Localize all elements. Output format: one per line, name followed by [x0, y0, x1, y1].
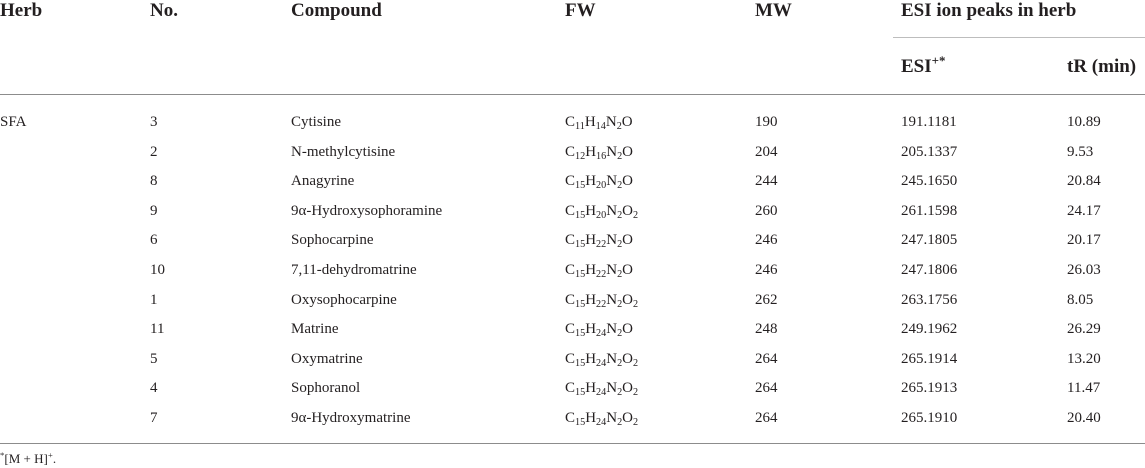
- formula-element: H: [585, 144, 597, 160]
- cell-tr: 20.84: [1067, 173, 1101, 189]
- formula-subscript: 2: [633, 358, 639, 370]
- formula-subscript: 15: [575, 210, 586, 222]
- formula-subscript: 20: [596, 180, 607, 192]
- formula-subscript: 20: [596, 210, 607, 222]
- formula-subscript: 24: [596, 328, 607, 340]
- formula-element: N: [606, 292, 618, 308]
- cell-compound: Sophoranol: [291, 380, 361, 396]
- formula-element: C: [565, 203, 576, 219]
- cell-compound: Anagyrine: [291, 173, 355, 189]
- formula-element: H: [585, 351, 597, 367]
- formula-subscript: 2: [617, 239, 623, 251]
- cell-mw: 260: [755, 203, 778, 219]
- formula-element: O: [622, 144, 634, 160]
- header-esi-base: ESI: [901, 56, 932, 77]
- formula-element: O: [622, 262, 634, 278]
- formula-subscript: 2: [633, 299, 639, 311]
- cell-esi: 263.1756: [901, 292, 958, 308]
- formula-subscript: 15: [575, 269, 586, 281]
- formula-element: O: [622, 232, 634, 248]
- formula-element: H: [584, 114, 596, 130]
- formula-subscript: 22: [596, 239, 607, 251]
- cell-esi: 261.1598: [901, 203, 958, 219]
- formula-subscript: 2: [617, 417, 623, 429]
- cell-no: 7: [150, 410, 158, 426]
- formula-element: N: [606, 203, 618, 219]
- header-bottom-rule: [0, 94, 1145, 95]
- cell-no: 1: [150, 292, 158, 308]
- formula-element: O: [622, 380, 634, 396]
- cell-compound: Sophocarpine: [291, 232, 374, 248]
- formula-subscript: 15: [575, 358, 586, 370]
- cell-tr: 26.03: [1067, 262, 1101, 278]
- cell-no: 8: [150, 173, 158, 189]
- herb-label: SFA: [0, 114, 27, 130]
- cell-compound: 9α-Hydroxymatrine: [291, 410, 411, 426]
- cell-esi: 247.1805: [901, 232, 958, 248]
- formula-subscript: 15: [575, 417, 586, 429]
- header-compound: Compound: [291, 0, 382, 21]
- formula-subscript: 11: [575, 121, 585, 133]
- table-bottom-rule: [0, 443, 1145, 444]
- formula-element: C: [565, 292, 576, 308]
- cell-compound: 9α-Hydroxysophoramine: [291, 203, 443, 219]
- formula-subscript: 12: [575, 151, 586, 163]
- cell-no: 6: [150, 232, 158, 248]
- formula-subscript: 2: [633, 387, 639, 399]
- header-no: No.: [150, 0, 178, 21]
- formula-element: C: [565, 410, 576, 426]
- cell-compound: Matrine: [291, 321, 339, 337]
- formula-element: O: [622, 351, 634, 367]
- cell-formula: [565, 350, 638, 368]
- formula-subscript: 2: [617, 269, 623, 281]
- cell-esi: 265.1914: [901, 351, 958, 367]
- formula-element: N: [606, 321, 618, 337]
- header-herb: Herb: [0, 0, 43, 21]
- formula-element: H: [585, 173, 597, 189]
- formula-subscript: 15: [575, 239, 586, 251]
- cell-mw: 190: [755, 114, 778, 130]
- cell-esi: 247.1806: [901, 262, 958, 278]
- table-footnote: [0, 451, 56, 467]
- formula-element: O: [622, 321, 634, 337]
- formula-element: C: [565, 144, 576, 160]
- formula-element: H: [585, 321, 597, 337]
- cell-compound: Oxysophocarpine: [291, 292, 397, 308]
- footnote-text: [M + H]: [4, 451, 48, 466]
- formula-subscript: 15: [575, 180, 586, 192]
- formula-element: N: [606, 173, 618, 189]
- formula-element: O: [622, 173, 634, 189]
- formula-element: C: [565, 173, 576, 189]
- header-esi-group: ESI ion peaks in herb: [901, 0, 1077, 21]
- cell-no: 11: [150, 321, 165, 337]
- formula-subscript: 15: [575, 299, 586, 311]
- cell-esi: 249.1962: [901, 321, 958, 337]
- formula-subscript: 2: [633, 210, 639, 222]
- formula-subscript: 16: [596, 151, 607, 163]
- formula-element: O: [622, 203, 634, 219]
- cell-no: 10: [150, 262, 165, 278]
- formula-element: H: [585, 203, 597, 219]
- cell-formula: [565, 143, 633, 161]
- formula-element: C: [565, 232, 576, 248]
- cell-no: 3: [150, 114, 158, 130]
- formula-subscript: 2: [617, 328, 623, 340]
- cell-mw: 264: [755, 380, 778, 396]
- formula-subscript: 14: [595, 121, 606, 133]
- formula-element: C: [565, 114, 576, 130]
- cell-mw: 264: [755, 351, 778, 367]
- cell-tr: 26.29: [1067, 321, 1101, 337]
- header-mw: MW: [755, 0, 792, 21]
- cell-compound: Oxymatrine: [291, 351, 363, 367]
- cell-formula: [565, 291, 638, 309]
- cell-tr: 11.47: [1067, 380, 1101, 396]
- footnote-end: .: [52, 451, 57, 466]
- cell-no: 9: [150, 203, 158, 219]
- formula-element: H: [585, 380, 597, 396]
- cell-esi: 191.1181: [901, 114, 957, 130]
- cell-no: 2: [150, 144, 158, 160]
- formula-element: O: [621, 114, 633, 130]
- cell-no: 4: [150, 380, 158, 396]
- cell-formula: [565, 379, 638, 397]
- cell-mw: 262: [755, 292, 778, 308]
- cell-formula: [565, 172, 633, 190]
- formula-element: C: [565, 380, 576, 396]
- header-fw: FW: [565, 0, 596, 21]
- formula-element: C: [565, 351, 576, 367]
- formula-element: C: [565, 262, 576, 278]
- cell-esi: 265.1910: [901, 410, 958, 426]
- cell-esi: 245.1650: [901, 173, 958, 189]
- formula-element: N: [606, 380, 618, 396]
- formula-subscript: 15: [575, 328, 586, 340]
- cell-formula: [565, 231, 633, 249]
- formula-subscript: 2: [617, 387, 623, 399]
- formula-element: O: [622, 292, 634, 308]
- cell-mw: 246: [755, 262, 778, 278]
- formula-subscript: 24: [596, 417, 607, 429]
- formula-element: H: [585, 410, 597, 426]
- formula-element: N: [606, 351, 618, 367]
- footnote-superscript: +: [47, 450, 53, 461]
- cell-compound: N-methylcytisine: [291, 144, 396, 160]
- formula-subscript: 15: [575, 387, 586, 399]
- cell-tr: 20.40: [1067, 410, 1101, 426]
- cell-formula: [565, 320, 633, 338]
- header-esi: [901, 52, 946, 78]
- cell-formula: [565, 113, 633, 131]
- cell-mw: 264: [755, 410, 778, 426]
- header-tr: tR (min): [1067, 56, 1137, 77]
- cell-formula: [565, 202, 638, 220]
- cell-no: 5: [150, 351, 158, 367]
- formula-subscript: 24: [596, 358, 607, 370]
- cell-mw: 248: [755, 321, 778, 337]
- formula-subscript: 2: [617, 358, 623, 370]
- formula-element: O: [622, 410, 634, 426]
- formula-element: N: [606, 144, 618, 160]
- cell-formula: [565, 261, 633, 279]
- formula-subscript: 2: [617, 210, 623, 222]
- cell-tr: 20.17: [1067, 232, 1101, 248]
- cell-esi: 265.1913: [901, 380, 958, 396]
- formula-element: N: [606, 262, 618, 278]
- formula-subscript: 2: [633, 417, 639, 429]
- formula-subscript: 22: [596, 269, 607, 281]
- formula-subscript: 2: [617, 299, 623, 311]
- formula-element: H: [585, 292, 597, 308]
- formula-element: N: [605, 114, 617, 130]
- formula-element: H: [585, 232, 597, 248]
- footnote-mark: *: [0, 450, 5, 461]
- cell-mw: 244: [755, 173, 778, 189]
- formula-subscript: 24: [596, 387, 607, 399]
- cell-formula: [565, 409, 638, 427]
- formula-element: N: [606, 232, 618, 248]
- cell-tr: 8.05: [1067, 292, 1094, 308]
- cell-mw: 204: [755, 144, 778, 160]
- formula-element: H: [585, 262, 597, 278]
- formula-subscript: 2: [617, 151, 623, 163]
- cell-compound: 7,11-dehydromatrine: [291, 262, 417, 278]
- formula-subscript: 2: [616, 121, 622, 133]
- formula-element: C: [565, 321, 576, 337]
- cell-compound: Cytisine: [291, 114, 342, 130]
- cell-mw: 246: [755, 232, 778, 248]
- formula-subscript: 22: [596, 299, 607, 311]
- cell-esi: 205.1337: [901, 144, 958, 160]
- cell-tr: 10.89: [1067, 114, 1101, 130]
- cell-tr: 9.53: [1067, 144, 1094, 160]
- header-esi-superscript: +*: [931, 52, 946, 68]
- formula-subscript: 2: [617, 180, 623, 192]
- esi-group-rule: [893, 37, 1145, 38]
- formula-element: N: [606, 410, 618, 426]
- cell-tr: 24.17: [1067, 203, 1101, 219]
- cell-tr: 13.20: [1067, 351, 1101, 367]
